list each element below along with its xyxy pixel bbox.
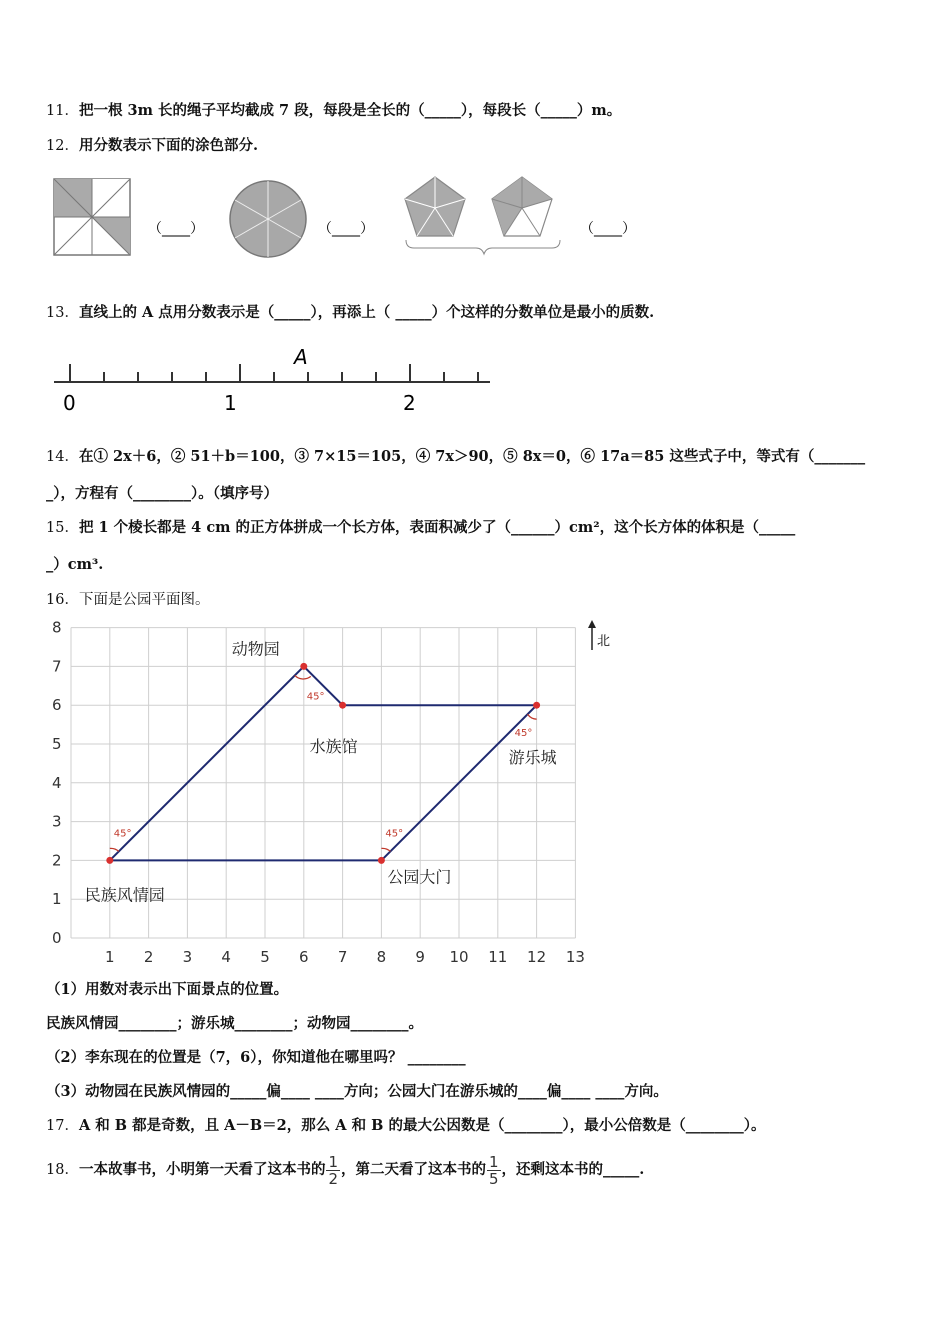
blank-3: （____） bbox=[580, 221, 636, 237]
question-17: 17．A 和 B 都是奇数，且 A－B＝2，那么 A 和 B 的最大公因数是（________），最小公倍数是（________）。 bbox=[46, 1117, 766, 1134]
tick-label-1: 1 bbox=[224, 391, 237, 415]
y-tick-label: 6 bbox=[52, 696, 62, 715]
park-map-chart bbox=[0, 615, 640, 970]
question-14-line-1: 14．在① 2x＋6，② 51＋b＝100，③ 7×15＝105，④ 7x＞90，⑤ 8x＝0，⑥ 17a＝85 这些式子中，等式有（_______ bbox=[46, 448, 866, 465]
x-tick-label: 12 bbox=[527, 948, 547, 966]
pentagon-figure-1 bbox=[405, 177, 465, 236]
place-label: 游乐城 bbox=[508, 748, 557, 768]
question-16-sub-1: （1）用数对表示出下面景点的位置。 bbox=[46, 981, 289, 998]
fraction-one-fifth: $\frac{1}{5}$ bbox=[489, 1152, 499, 1188]
angle-arc bbox=[295, 675, 311, 679]
question-11: 11．把一根 3m 长的绳子平均截成 7 段，每段是全长的（_____），每段长（_____）m。 bbox=[46, 102, 622, 119]
angle-marker bbox=[110, 828, 132, 851]
angle-arc bbox=[381, 848, 390, 851]
place-label: 水族馆 bbox=[309, 737, 358, 757]
x-tick-label: 4 bbox=[221, 948, 231, 966]
angle-marker bbox=[381, 828, 403, 851]
y-tick-label: 3 bbox=[52, 812, 62, 831]
y-tick-label: 0 bbox=[52, 929, 62, 947]
map-point bbox=[533, 702, 540, 709]
y-tick-label: 5 bbox=[52, 735, 62, 753]
x-tick-label: 11 bbox=[488, 948, 508, 966]
angle-marker bbox=[295, 675, 325, 702]
question-15-line-1: 15．把 1 个棱长都是 4 cm 的正方体拼成一个长方体，表面积减少了（______）cm²，这个长方体的体积是（_____ bbox=[46, 519, 796, 536]
question-14-line-2: _），方程有（________）。（填序号） bbox=[46, 485, 278, 502]
square-figure bbox=[54, 179, 130, 255]
angle-label: 45° bbox=[385, 828, 404, 840]
map-point bbox=[339, 702, 346, 709]
x-tick-label: 3 bbox=[182, 948, 193, 966]
tick-label-2: 2 bbox=[403, 391, 416, 415]
question-12-text: 用分数表示下面的涂色部分. bbox=[78, 137, 259, 154]
x-tick-label: 2 bbox=[143, 948, 154, 966]
question-13-text: 直线上的 A 点用分数表示是（_____），再添上（ _____）个这样的分数单位是最小的质数. bbox=[78, 304, 655, 321]
y-tick-label: 4 bbox=[52, 773, 62, 792]
angle-arc bbox=[110, 848, 119, 851]
question-18: 18．一本故事书，小明第一天看了这本书的 $\frac{1}{2}$ ，第二天看了这本书的 $\frac{1}{5}$ ，还剩这本书的_____. bbox=[46, 1152, 645, 1188]
blank-1: （____） bbox=[148, 221, 204, 237]
map-point bbox=[378, 857, 385, 864]
x-tick-label: 1 bbox=[105, 948, 115, 966]
angle-marker bbox=[515, 714, 537, 739]
x-tick-label: 13 bbox=[565, 948, 585, 966]
question-16: 16．下面是公园平面图。 bbox=[46, 592, 210, 608]
tick-label-0: 0 bbox=[63, 391, 76, 415]
fraction-one-half: $\frac{1}{2}$ bbox=[328, 1152, 338, 1188]
y-tick-label: 8 bbox=[52, 618, 62, 637]
x-tick-label: 6 bbox=[299, 948, 309, 966]
place-label: 公园大门 bbox=[387, 867, 452, 887]
x-tick-label: 5 bbox=[260, 948, 270, 966]
angle-label: 45° bbox=[113, 828, 132, 840]
north-label: 北 bbox=[597, 634, 611, 649]
place-label: 民族风情园 bbox=[84, 885, 165, 905]
question-15-line-2: _）cm³. bbox=[46, 556, 104, 573]
brace bbox=[406, 240, 560, 254]
north-arrow bbox=[588, 620, 610, 650]
place-label: 动物园 bbox=[231, 639, 280, 659]
y-tick-label: 2 bbox=[52, 851, 62, 870]
map-point bbox=[300, 663, 307, 670]
question-16-sub-3: （3）动物园在民族风情园的_____偏____ ____方向；公园大门在游乐城的____偏____ ____方向。 bbox=[46, 1083, 668, 1100]
x-tick-label: 9 bbox=[415, 948, 425, 966]
y-tick-label: 7 bbox=[52, 657, 62, 676]
fraction-figures bbox=[0, 170, 950, 265]
x-tick-label: 7 bbox=[337, 948, 348, 966]
x-tick-label: 8 bbox=[376, 948, 387, 966]
map-point bbox=[106, 857, 113, 864]
point-a-label: A bbox=[294, 345, 308, 369]
angle-arc bbox=[528, 714, 537, 719]
angle-label: 45° bbox=[514, 728, 533, 740]
circle-figure bbox=[230, 181, 306, 257]
y-tick-label: 1 bbox=[52, 890, 62, 909]
pentagon-figure-2 bbox=[492, 177, 552, 236]
question-16-sub-1-answers: 民族风情园________；游乐城________；动物园________。 bbox=[46, 1015, 423, 1032]
x-tick-label: 10 bbox=[449, 948, 469, 966]
blank-2: （____） bbox=[318, 221, 374, 237]
question-13: 13．直线上的 A 点用分数表示是（_____），再添上（ _____）个这样的分数单位是最小的质数. bbox=[46, 304, 655, 321]
question-16-sub-2: （2）李东现在的位置是（7，6），你知道他在哪里吗？ ________ bbox=[46, 1049, 466, 1066]
question-12: 12．用分数表示下面的涂色部分. bbox=[46, 137, 259, 154]
question-11-text: 把一根 3m 长的绳子平均截成 7 段，每段是全长的（_____），每段长（_____）m。 bbox=[78, 102, 622, 119]
angle-label: 45° bbox=[306, 691, 325, 703]
number-line bbox=[0, 340, 520, 420]
